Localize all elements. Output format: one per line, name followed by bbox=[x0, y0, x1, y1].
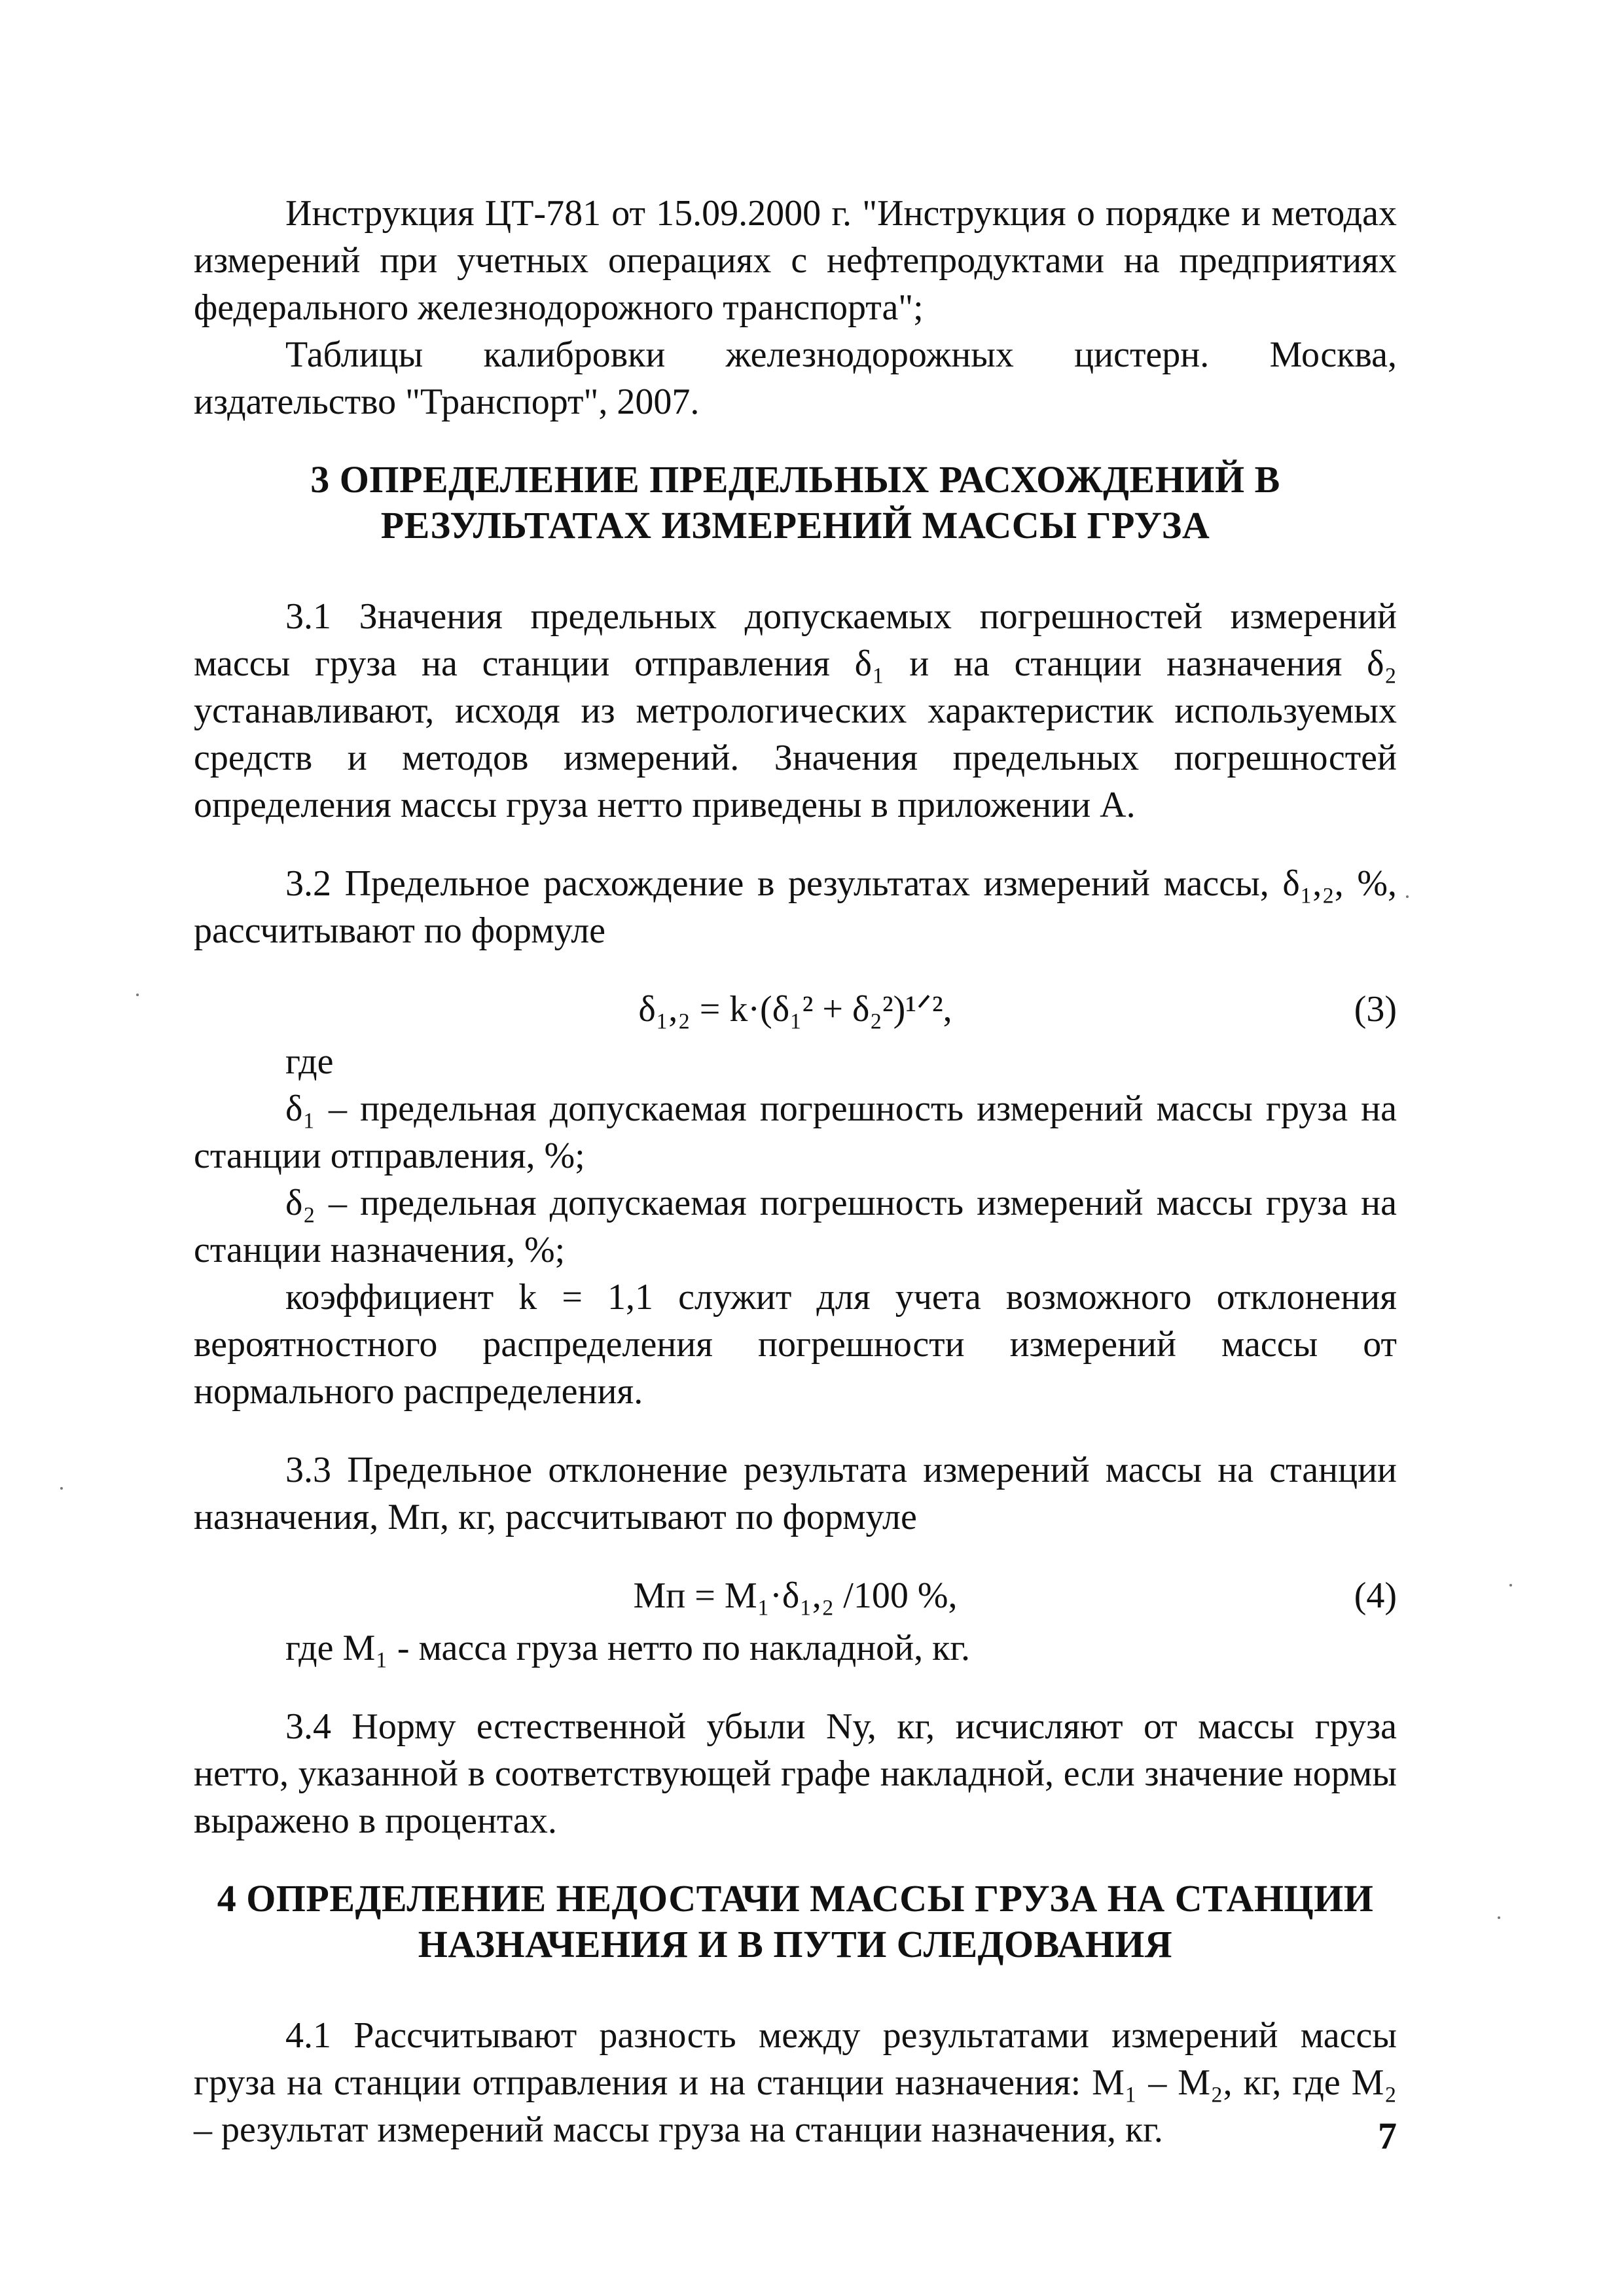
section-heading bbox=[194, 457, 1397, 548]
scan-speck bbox=[1509, 1584, 1512, 1587]
section-heading-line: 4 ОПРЕДЕЛЕНИЕ НЕДОСТАЧИ МАССЫ ГРУЗА НА СТАНЦИИ bbox=[217, 1877, 1374, 1920]
formula-expression: Mп = M₁·δ₁,₂ /100 %, bbox=[633, 1575, 958, 1616]
section-heading-line: РЕЗУЛЬТАТАХ ИЗМЕРЕНИЙ МАССЫ ГРУЗА bbox=[380, 504, 1210, 547]
formula-3 bbox=[194, 986, 1397, 1038]
page-number: 7 bbox=[1378, 2115, 1397, 2157]
formula-expression: δ₁,₂ = k·(δ₁² + δ₂²)¹ᐟ², bbox=[638, 989, 952, 1030]
definition-delta1: δ₁ – предельная допускаемая погрешность измерений массы груза на станции отправления, %; bbox=[194, 1088, 1397, 1176]
formula-4 bbox=[194, 1572, 1397, 1624]
scan-speck bbox=[136, 994, 139, 996]
paragraph-3-4: 3.4 Норму естественной убыли Nу, кг, исчисляют от массы груза нетто, указанной в соответствующей графе накладной, если значение нормы выражено в процентах. bbox=[194, 1706, 1397, 1841]
definition-k: коэффициент k = 1,1 служит для учета возможного отклонения вероятностного распределения погрешности измерений массы от нормального распределения. bbox=[194, 1277, 1397, 1412]
definition-delta2: δ₂ – предельная допускаемая погрешность измерений массы груза на станции назначения, %; bbox=[194, 1183, 1397, 1270]
reference-item: Инструкция ЦТ-781 от 15.09.2000 г. "Инструкция о порядке и методах измерений при учетных операциях с нефтепродуктами на предприятиях федерального железнодорожного транспорта"; bbox=[194, 193, 1397, 328]
equation-number: (4) bbox=[1354, 1575, 1397, 1616]
page-content bbox=[194, 190, 1397, 2153]
paragraph-3-3: 3.3 Предельное отклонение результата измерений массы на станции назначения, Mп, кг, рассчитывают по формуле bbox=[194, 1450, 1397, 1537]
section-heading-line: 3 ОПРЕДЕЛЕНИЕ ПРЕДЕЛЬНЫХ РАСХОЖДЕНИЙ В bbox=[310, 458, 1280, 501]
definition-M1: где M₁ - масса груза нетто по накладной, кг. bbox=[285, 1628, 970, 1668]
scan-speck bbox=[1406, 895, 1409, 898]
equation-number: (3) bbox=[1354, 989, 1397, 1030]
paragraph-3-1: 3.1 Значения предельных допускаемых погрешностей измерений массы груза на станции отправления δ₁ и на станции назначения δ₂ устанавливают, исходя из метрологических характеристик используемых средств и методов измерений. Значения предельных погрешностей определения массы груза нетто приведены в приложении А. bbox=[194, 596, 1397, 825]
section-heading bbox=[194, 1876, 1397, 1967]
paragraph-3-2: 3.2 Предельное расхождение в результатах измерений массы, δ₁,₂, %, рассчитывают по формуле bbox=[194, 863, 1397, 951]
paragraph-4-1: 4.1 Рассчитывают разность между результатами измерений массы груза на станции отправления и на станции назначения: M₁ – M₂, кг, где M₂ – результат измерений массы груза на станции назначения, кг. bbox=[194, 2015, 1397, 2150]
scan-speck bbox=[1498, 1916, 1500, 1919]
scan-speck bbox=[60, 1487, 63, 1490]
reference-item: Таблицы калибровки железнодорожных цистерн. Москва, издательство "Транспорт", 2007. bbox=[194, 334, 1397, 422]
section-heading-line: НАЗНАЧЕНИЯ И В ПУТИ СЛЕДОВАНИЯ bbox=[418, 1923, 1173, 1965]
where-label: где bbox=[285, 1041, 334, 1082]
